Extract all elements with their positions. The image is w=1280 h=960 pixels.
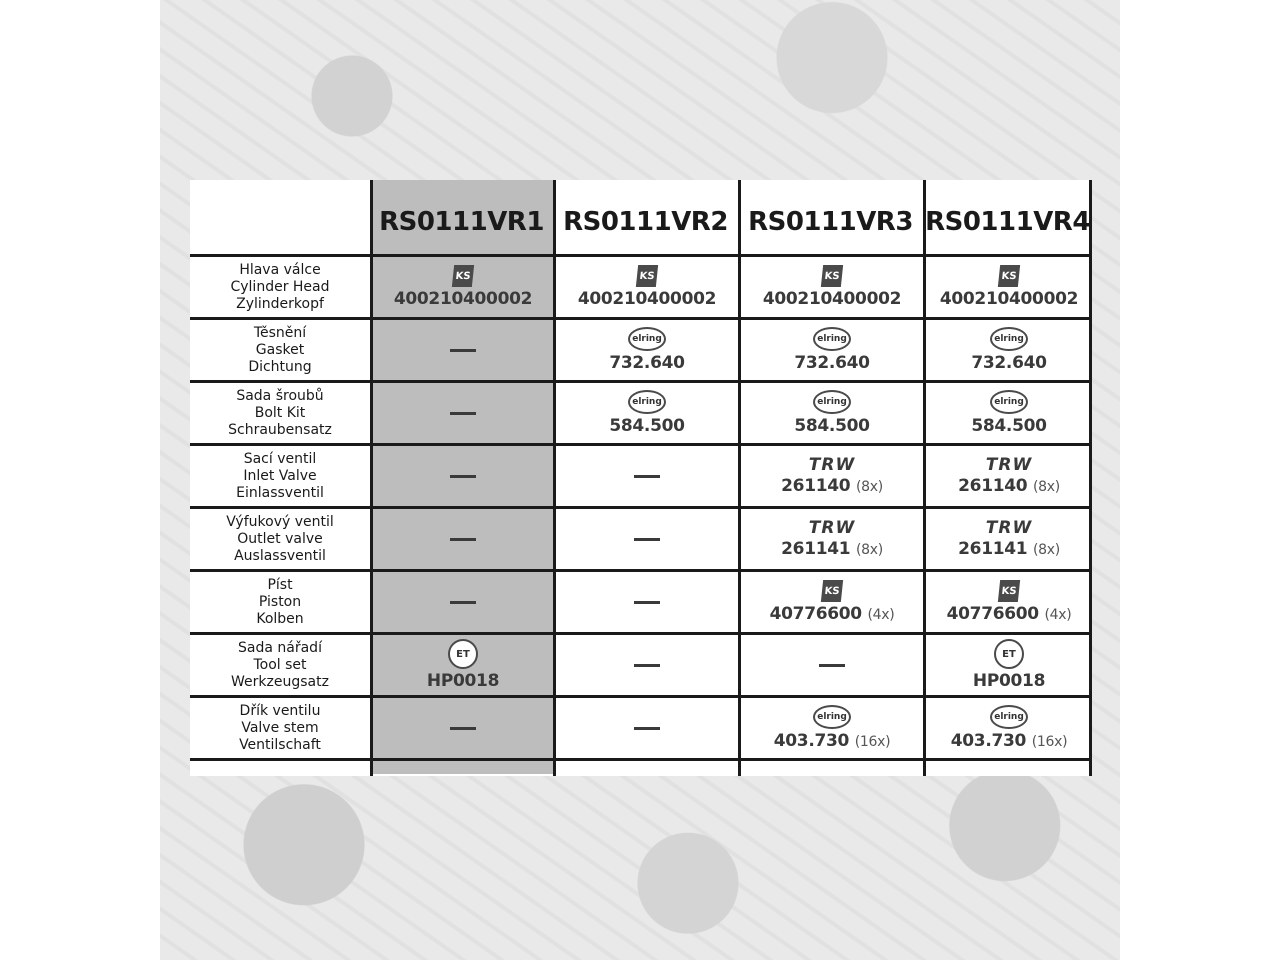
not-included-dash (634, 475, 660, 478)
part-code: 261141 (958, 539, 1028, 559)
row-label-line: Bolt Kit (254, 404, 306, 421)
part-cell (926, 635, 1092, 695)
part-cell (741, 320, 923, 380)
part-number (578, 289, 716, 309)
part-code: HP0018 (426, 671, 500, 691)
column-header: RS0111VR4 (925, 207, 1090, 237)
part-cell (926, 509, 1092, 569)
row-label-line: Gasket (255, 341, 305, 358)
row-label-line: Sada nářadí (238, 639, 322, 656)
not-included-dash (450, 538, 476, 541)
part-code: 584.500 (794, 416, 870, 436)
background-sticker-pattern (160, 0, 1120, 960)
column-header: RS0111VR3 (748, 207, 913, 237)
part-number (781, 476, 883, 496)
part-cell (926, 572, 1092, 632)
part-code: 40776600 (769, 604, 862, 624)
part-quantity: (8x) (1032, 479, 1060, 495)
row-label-line: Kolben (256, 610, 304, 627)
part-cell (741, 257, 923, 317)
row-label-line: Valve stem (241, 719, 319, 736)
part-code: 400210400002 (393, 289, 533, 309)
part-code: 584.500 (971, 416, 1047, 436)
part-cell (556, 698, 738, 758)
part-number (951, 731, 1068, 751)
part-cell (556, 509, 738, 569)
row-label-line: Výfukový ventil (226, 513, 334, 530)
part-cell (741, 635, 923, 695)
part-number (781, 539, 883, 559)
row-label-line: Zylinderkopf (236, 295, 324, 312)
row-label (190, 446, 370, 506)
part-cell (926, 320, 1092, 380)
row-label-line: Tool set (253, 656, 307, 673)
part-cell (741, 383, 923, 443)
not-included-dash (634, 727, 660, 730)
part-cell (926, 698, 1092, 758)
part-cell (741, 572, 923, 632)
elring-logo-icon: elring (813, 390, 851, 414)
row-label (190, 572, 370, 632)
row-label-line: Schraubensatz (228, 421, 332, 438)
part-cell (556, 635, 738, 695)
ks-logo-icon: KS (821, 580, 843, 602)
part-quantity: (16x) (854, 734, 891, 750)
row-label (190, 257, 370, 317)
row-label-line: Outlet valve (237, 530, 323, 547)
part-cell (373, 257, 553, 317)
elring-logo-icon: elring (990, 327, 1028, 351)
row-label (190, 320, 370, 380)
part-quantity: (4x) (1044, 607, 1072, 623)
part-number (770, 604, 895, 624)
part-number (427, 671, 499, 691)
part-number (940, 289, 1078, 309)
part-quantity: (4x) (867, 607, 895, 623)
part-cell (926, 257, 1092, 317)
ks-logo-icon: KS (636, 265, 658, 287)
row-label-line: Hlava válce (239, 261, 321, 278)
part-number (794, 353, 869, 373)
part-cell (741, 446, 923, 506)
part-code: 400210400002 (577, 289, 717, 309)
not-included-dash (634, 664, 660, 667)
part-cell (741, 509, 923, 569)
part-quantity: (8x) (855, 479, 883, 495)
part-number (958, 476, 1060, 496)
row-divider (190, 758, 1092, 761)
part-code: 261140 (781, 476, 851, 496)
part-quantity: (8x) (1032, 542, 1060, 558)
part-cell (373, 446, 553, 506)
part-cell (373, 320, 553, 380)
part-number (958, 539, 1060, 559)
ks-logo-icon: KS (998, 580, 1020, 602)
part-cell (373, 509, 553, 569)
part-number (609, 353, 684, 373)
et-logo-icon: ET (994, 639, 1024, 669)
not-included-dash (450, 601, 476, 604)
part-number (973, 671, 1045, 691)
row-label-line: Sada šroubů (236, 387, 324, 404)
part-cell (373, 635, 553, 695)
part-cell (373, 383, 553, 443)
row-label-line: Einlassventil (236, 484, 324, 501)
part-cell (556, 383, 738, 443)
part-code: 732.640 (971, 353, 1047, 373)
trw-logo-icon: TRW (808, 518, 856, 538)
row-label-line: Sací ventil (243, 450, 317, 467)
part-number (763, 289, 901, 309)
part-cell (556, 446, 738, 506)
part-cell (373, 572, 553, 632)
row-label-line: Auslassventil (234, 547, 326, 564)
part-code: 261141 (781, 539, 851, 559)
part-number (971, 353, 1046, 373)
not-included-dash (450, 727, 476, 730)
part-code: 40776600 (946, 604, 1039, 624)
ks-logo-icon: KS (821, 265, 843, 287)
part-code: 584.500 (609, 416, 685, 436)
comparison-table (190, 180, 1092, 776)
row-label-line: Cylinder Head (230, 278, 330, 295)
part-number (394, 289, 532, 309)
part-quantity: (8x) (855, 542, 883, 558)
part-cell (926, 446, 1092, 506)
trw-logo-icon: TRW (985, 455, 1033, 475)
part-code: 732.640 (609, 353, 685, 373)
part-cell (741, 698, 923, 758)
part-number (774, 731, 891, 751)
row-label (190, 635, 370, 695)
ks-logo-icon: KS (452, 265, 474, 287)
part-number (947, 604, 1072, 624)
row-label (190, 509, 370, 569)
part-number (609, 416, 684, 436)
not-included-dash (634, 538, 660, 541)
part-code: 403.730 (773, 731, 850, 751)
part-code: 732.640 (794, 353, 870, 373)
row-label (190, 698, 370, 758)
not-included-dash (450, 349, 476, 352)
part-code: 400210400002 (939, 289, 1079, 309)
not-included-dash (634, 601, 660, 604)
elring-logo-icon: elring (628, 327, 666, 351)
row-label-line: Těsnění (253, 324, 307, 341)
row-label-line: Ventilschaft (239, 736, 321, 753)
elring-logo-icon: elring (990, 705, 1028, 729)
not-included-dash (450, 412, 476, 415)
row-label-line: Werkzeugsatz (231, 673, 329, 690)
part-code: 400210400002 (762, 289, 902, 309)
part-cell (556, 572, 738, 632)
not-included-dash (450, 475, 476, 478)
row-label-line: Inlet Valve (243, 467, 317, 484)
row-label-line: Píst (267, 576, 293, 593)
part-code: 403.730 (950, 731, 1027, 751)
row-label (190, 383, 370, 443)
elring-logo-icon: elring (990, 390, 1028, 414)
part-cell (556, 320, 738, 380)
part-code: 261140 (958, 476, 1028, 496)
column-header: RS0111VR1 (379, 207, 544, 237)
elring-logo-icon: elring (813, 327, 851, 351)
trw-logo-icon: TRW (808, 455, 856, 475)
part-code: HP0018 (972, 671, 1046, 691)
elring-logo-icon: elring (813, 705, 851, 729)
trw-logo-icon: TRW (985, 518, 1033, 538)
row-label-line: Dichtung (248, 358, 312, 375)
part-cell (373, 698, 553, 758)
row-label-line: Dřík ventilu (239, 702, 321, 719)
part-quantity: (16x) (1031, 734, 1068, 750)
column-header: RS0111VR2 (563, 207, 728, 237)
part-number (794, 416, 869, 436)
row-label-line: Piston (258, 593, 302, 610)
not-included-dash (819, 664, 845, 667)
part-cell (556, 257, 738, 317)
part-number (971, 416, 1046, 436)
elring-logo-icon: elring (628, 390, 666, 414)
part-cell (926, 383, 1092, 443)
et-logo-icon: ET (448, 639, 478, 669)
ks-logo-icon: KS (998, 265, 1020, 287)
